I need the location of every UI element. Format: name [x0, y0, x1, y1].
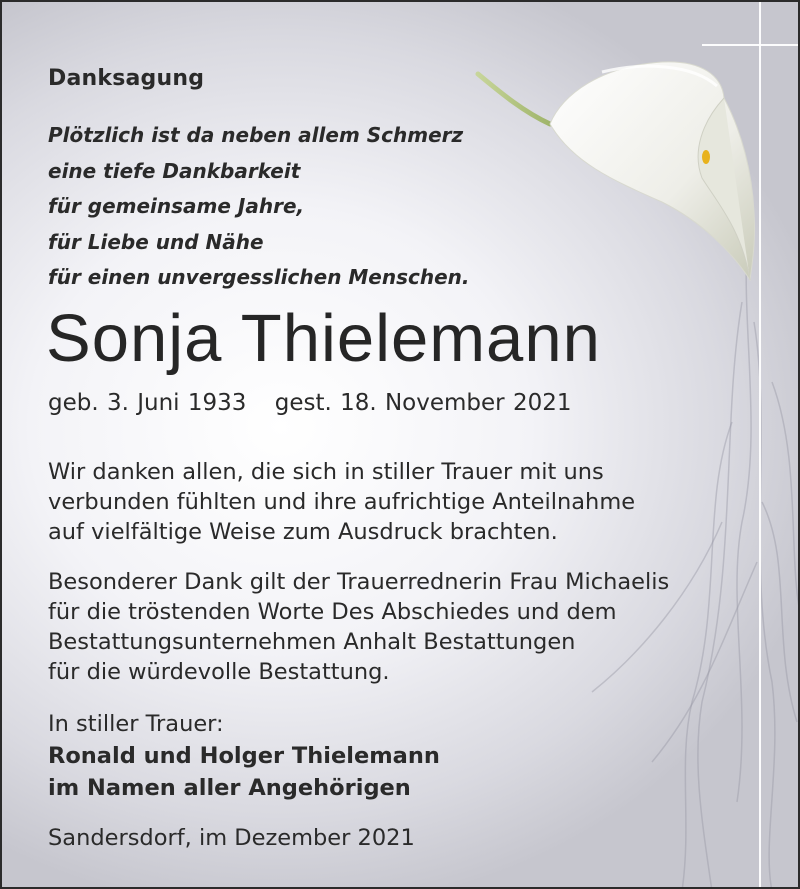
poem	[48, 118, 470, 296]
mourning-intro: In stiller Trauer:	[48, 711, 224, 737]
frame-line-vertical	[759, 2, 761, 889]
heading: Danksagung	[48, 66, 205, 91]
paragraph-line: für die würdevolle Bestattung.	[48, 659, 390, 685]
deceased-name: Sonja Thielemann	[46, 301, 601, 376]
frame-line-horizontal	[702, 44, 800, 46]
poem-line: Plötzlich ist da neben allem Schmerz	[48, 123, 464, 147]
mourner-line: im Namen aller Angehörigen	[48, 775, 411, 801]
place-date: Sandersdorf, im Dezember 2021	[48, 825, 415, 851]
mourner-line: Ronald und Holger Thielemann	[48, 743, 440, 769]
birth-date: geb. 3. Juni 1933	[48, 390, 247, 416]
death-date: gest. 18. November 2021	[274, 390, 572, 416]
life-dates	[48, 390, 571, 416]
thanks-paragraph	[48, 457, 635, 547]
poem-line: für Liebe und Nähe	[48, 229, 264, 254]
poem-line: für einen unvergesslichen Menschen.	[48, 265, 470, 289]
paragraph-line: auf vielfältige Weise zum Ausdruck brachten.	[48, 519, 558, 545]
paragraph-line: Besonderer Dank gilt der Trauerrednerin Frau Michaelis	[48, 569, 670, 595]
poem-line: für gemeinsame Jahre,	[48, 194, 305, 218]
poem-line: eine tiefe Dankbarkeit	[48, 158, 301, 183]
paragraph-line: verbunden fühlten und ihre aufrichtige Anteilnahme	[48, 489, 636, 515]
mourners-block	[48, 708, 440, 804]
paragraph-line: Wir danken allen, die sich in stiller Trauer mit uns	[48, 459, 604, 485]
special-thanks-paragraph	[48, 567, 669, 687]
paragraph-line: Bestattungsunternehmen Anhalt Bestattungen	[48, 629, 576, 655]
paragraph-line: für die tröstenden Worte Des Abschiedes und dem	[48, 599, 617, 625]
